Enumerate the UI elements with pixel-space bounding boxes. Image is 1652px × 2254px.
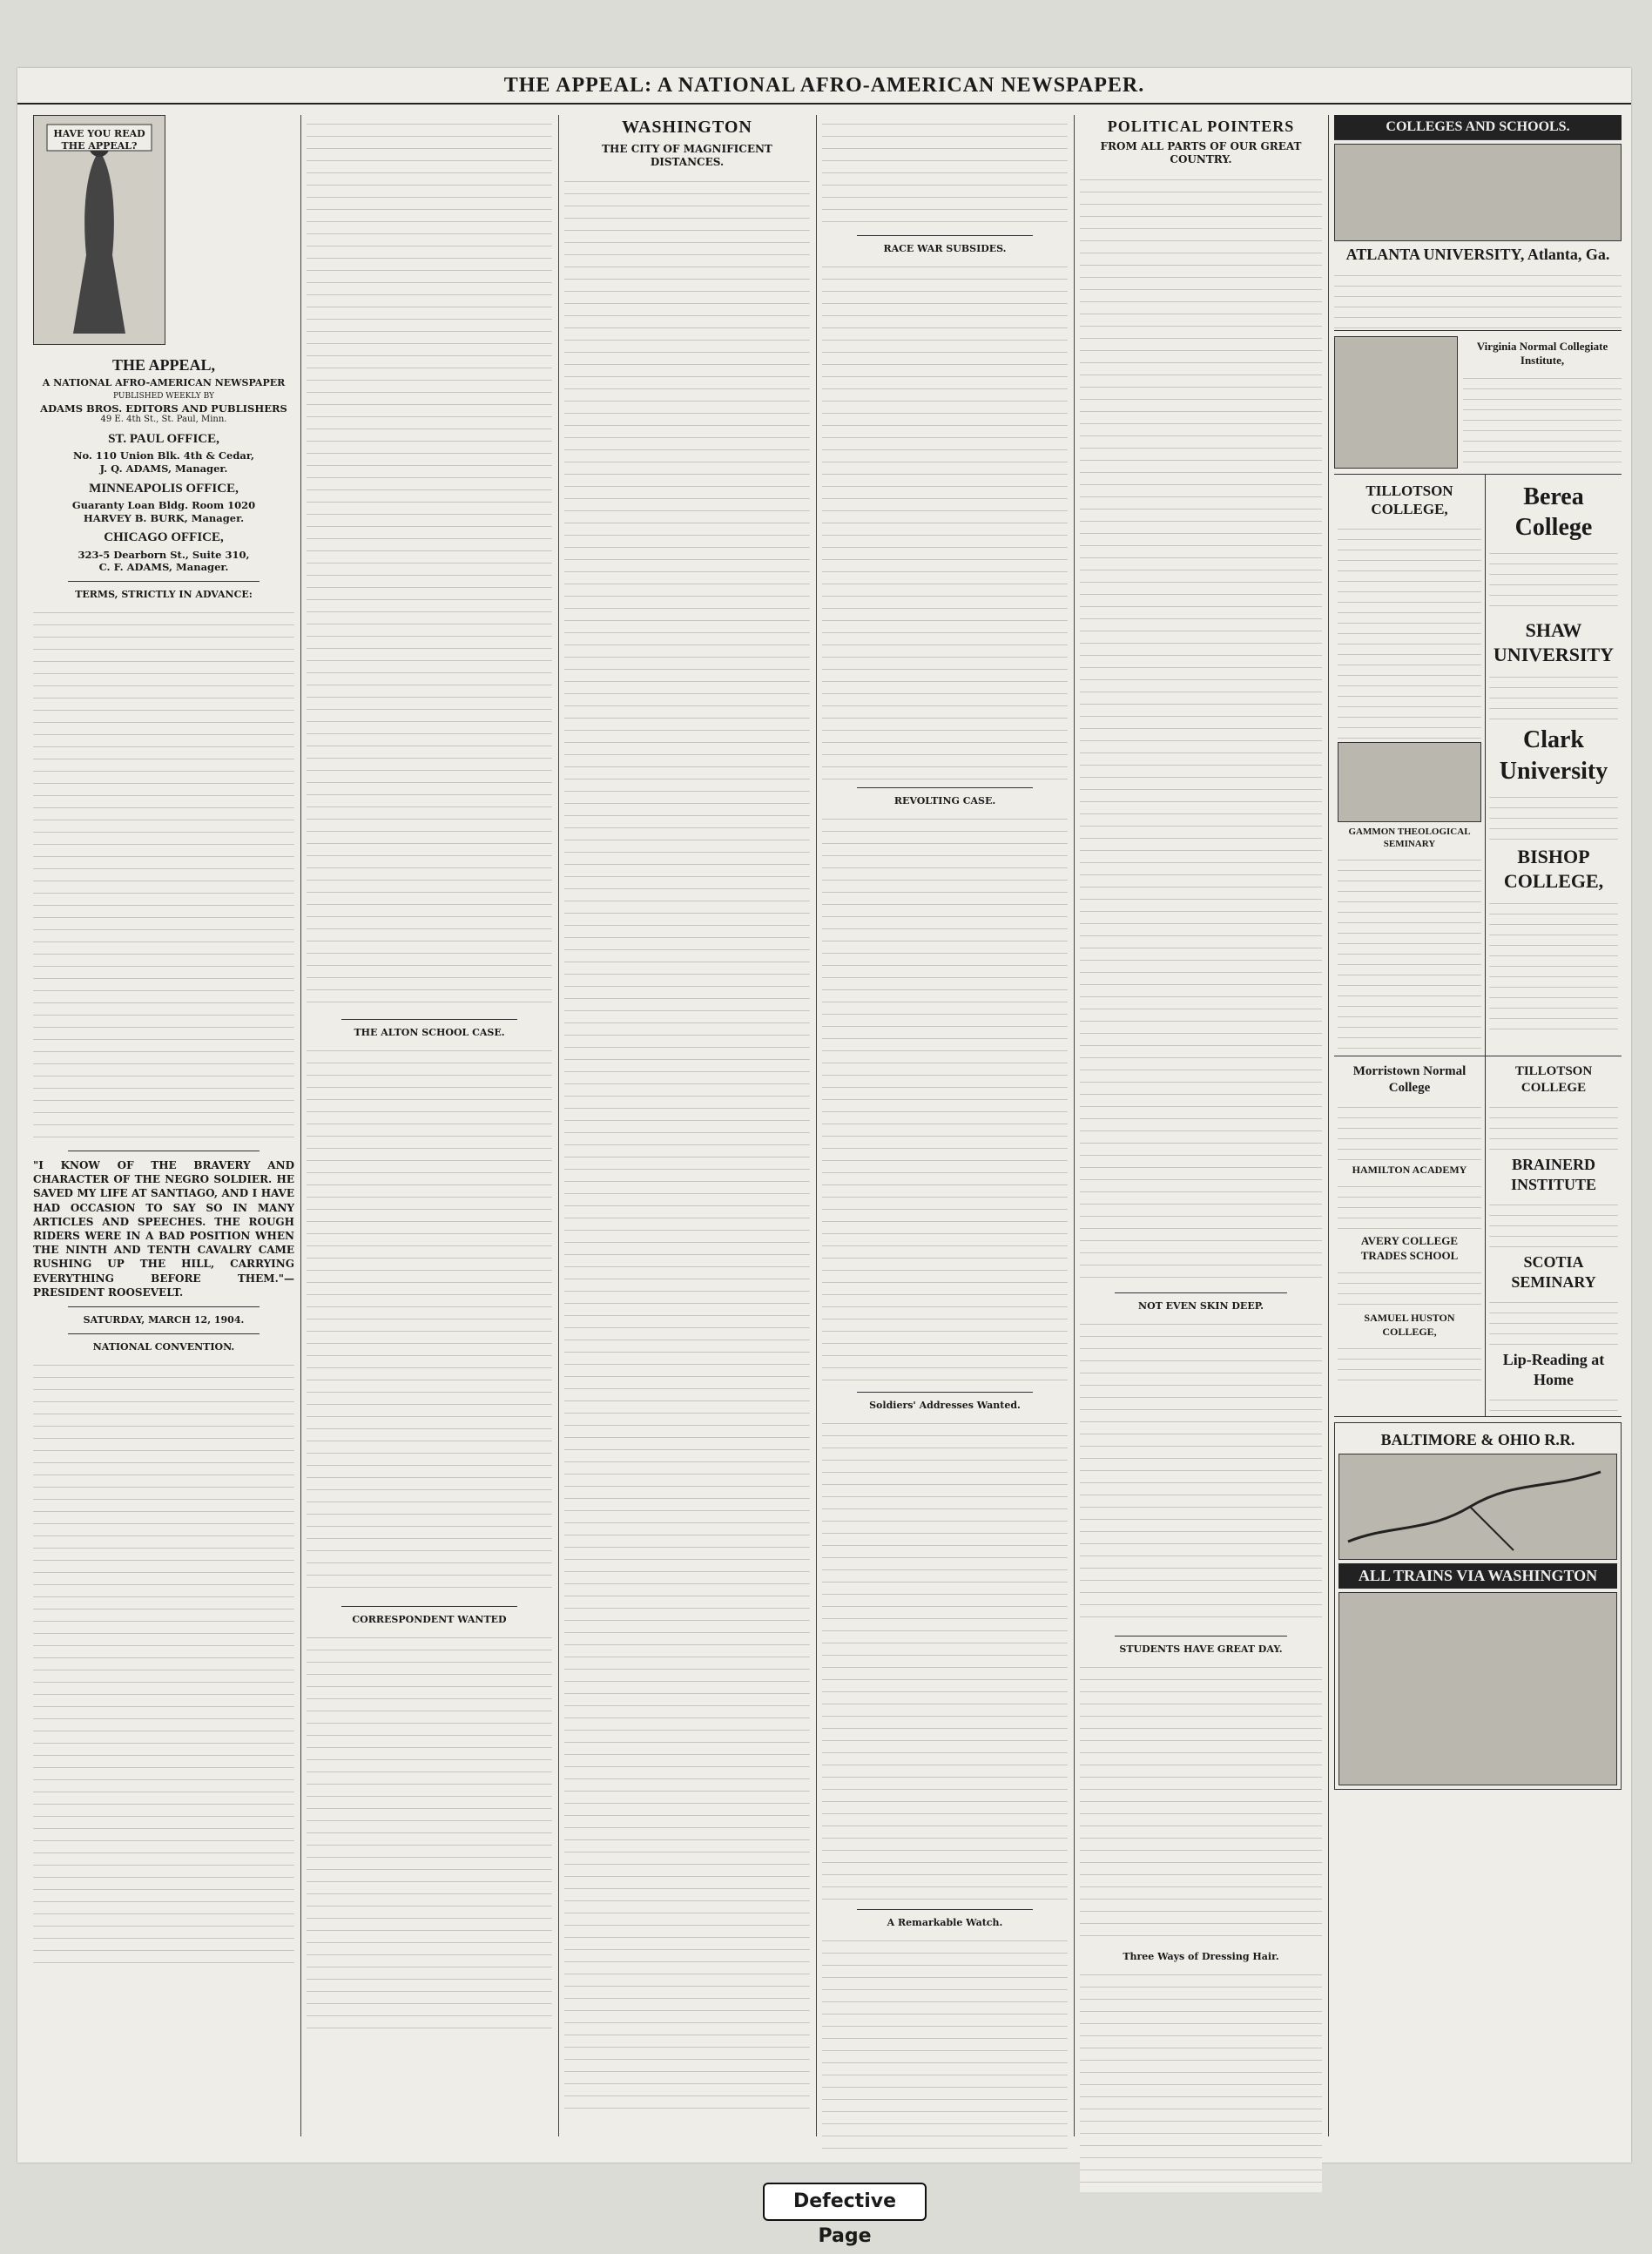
roosevelt-quote: "I KNOW OF THE BRAVERY AND CHARACTER OF THE NEGRO SOLDIER. HE SAVED MY LIFE AT SANTIAGO, AND I HAVE HAD OCCASION TO SAY SO IN MANY ARTICLES AND SPEECHES. THE ROUGH RIDERS WERE IN A BAD POSITION WHEN THE NINTH AND TENTH CAVALRY CAME RUSHING UP THE HILL, CARRYING EVERYTHING BEFORE THEM."—PRESIDENT ROOSEVELT. bbox=[33, 1159, 294, 1299]
brainerd-institute-ad-title: BRAINERD INSTITUTE bbox=[1510, 1155, 1597, 1193]
minneapolis-office-title: MINNEAPOLIS OFFICE, bbox=[89, 481, 239, 496]
virginia-normal-ad-title: Virginia Normal Collegiate Institute, bbox=[1476, 339, 1608, 368]
railroad-map-illustration bbox=[1338, 1454, 1617, 1560]
atlanta-university-ad-text bbox=[1334, 267, 1622, 331]
berea-college-ad-text bbox=[1489, 545, 1618, 615]
continued-text bbox=[822, 115, 1068, 228]
column-3 bbox=[564, 115, 810, 2136]
colleges-schools-heading: COLLEGES AND SCHOOLS. bbox=[1334, 115, 1622, 140]
atlanta-university-ad-title: ATLANTA UNIVERSITY, Atlanta, Ga. bbox=[1345, 246, 1610, 264]
paper-tagline: A NATIONAL AFRO-AMERICAN NEWSPAPER bbox=[42, 377, 286, 389]
scotia-seminary-ad-title: SCOTIA SEMINARY bbox=[1511, 1252, 1596, 1291]
atlanta-university-buildings-illustration bbox=[1334, 144, 1622, 241]
washington-heading: WASHINGTON bbox=[622, 118, 752, 137]
column-rule bbox=[1074, 115, 1075, 2136]
column-rule bbox=[816, 115, 817, 2136]
revolting-case-text bbox=[822, 810, 1068, 1385]
chicago-office-address: 323-5 Dearborn St., Suite 310, bbox=[78, 548, 250, 561]
correspondent-wanted-heading: CORRESPONDENT WANTED bbox=[352, 1614, 507, 1626]
political-pointers-heading: POLITICAL POINTERS bbox=[1107, 118, 1295, 135]
lip-reading-ad-text bbox=[1489, 1392, 1618, 1413]
column-1 bbox=[33, 115, 294, 2136]
all-trains-banner: ALL TRAINS VIA WASHINGTON bbox=[1338, 1563, 1617, 1589]
brainerd-institute-ad-text bbox=[1489, 1197, 1618, 1249]
terms-heading: TERMS, STRICTLY IN ADVANCE: bbox=[75, 589, 253, 601]
minneapolis-office-address: Guaranty Loan Bldg. Room 1020 bbox=[71, 498, 256, 511]
rail-map-icon bbox=[1339, 1454, 1615, 1557]
stpaul-office-manager: J. Q. ADAMS, Manager. bbox=[99, 462, 228, 476]
gammon-seminary-ad-title: GAMMON THEOLOGICAL SEMINARY bbox=[1348, 827, 1471, 850]
chicago-office-title: CHICAGO OFFICE, bbox=[104, 530, 224, 545]
skin-deep-text bbox=[1080, 1315, 1322, 1629]
avery-college-ad-text bbox=[1338, 1265, 1481, 1308]
tillotson-college-ad-title: TILLOTSON COLLEGE, bbox=[1365, 482, 1453, 518]
virginia-building-illustration bbox=[1334, 336, 1458, 469]
virginia-normal-ad-text bbox=[1463, 370, 1622, 466]
newspaper-page bbox=[17, 68, 1631, 2247]
emblem-side-text bbox=[172, 115, 294, 350]
alton-school-text bbox=[307, 1042, 552, 1599]
tillotson-college-2-ad-title: TILLOTSON COLLEGE bbox=[1514, 1064, 1593, 1096]
minneapolis-office-manager: HARVEY B. BURK, Manager. bbox=[83, 511, 245, 524]
convention-text-block bbox=[33, 1356, 294, 1966]
students-great-day-text bbox=[1080, 1658, 1322, 1946]
chicago-office-manager: C. F. ADAMS, Manager. bbox=[98, 561, 229, 574]
paper-name: THE APPEAL, bbox=[111, 356, 216, 374]
remarkable-watch-text bbox=[822, 1932, 1068, 2158]
column-4 bbox=[822, 115, 1068, 2136]
revolting-case-heading: REVOLTING CASE. bbox=[893, 795, 996, 807]
issue-date: SATURDAY, MARCH 12, 1904. bbox=[83, 1313, 245, 1326]
morristown-college-ad-text bbox=[1338, 1099, 1481, 1160]
race-war-text bbox=[822, 258, 1068, 780]
publisher-address: 49 E. 4th St., St. Paul, Minn. bbox=[100, 415, 227, 425]
tillotson-college-ad-text bbox=[1338, 521, 1481, 739]
correspondent-text bbox=[307, 1629, 552, 2029]
shaw-university-ad-title: SHAW UNIVERSITY bbox=[1493, 619, 1615, 666]
stpaul-office-address: No. 110 Union Blk. 4th & Cedar, bbox=[72, 449, 255, 462]
tillotson-college-2-ad-text bbox=[1489, 1099, 1618, 1151]
lip-reading-ad-title: Lip-Reading at Home bbox=[1502, 1350, 1605, 1388]
hamilton-academy-ad-title: HAMILTON ACADEMY bbox=[1352, 1163, 1467, 1176]
soldiers-addresses-text bbox=[822, 1414, 1068, 1902]
bishop-college-ad-text bbox=[1489, 895, 1618, 1035]
scotia-seminary-ad-text bbox=[1489, 1294, 1618, 1346]
washington-subheading: THE CITY OF MAGNIFICENT DISTANCES. bbox=[602, 142, 772, 168]
students-great-day-heading: STUDENTS HAVE GREAT DAY. bbox=[1119, 1643, 1283, 1655]
gammon-building-illustration bbox=[1338, 742, 1481, 822]
published-weekly: PUBLISHED WEEKLY BY bbox=[112, 392, 214, 402]
race-war-heading: RACE WAR SUBSIDES. bbox=[883, 243, 1007, 254]
samuel-huston-ad-text bbox=[1338, 1340, 1481, 1384]
remarkable-watch-heading: A Remarkable Watch. bbox=[887, 1917, 1003, 1929]
travelers-station-illustration bbox=[1338, 1592, 1617, 1785]
lynching-article-text bbox=[307, 115, 552, 1012]
clark-university-ad-text bbox=[1489, 789, 1618, 841]
berea-college-ad-title: Berea College bbox=[1514, 483, 1593, 542]
gammon-seminary-ad-text bbox=[1338, 852, 1481, 1052]
samuel-huston-ad-title: SAMUEL HUSTON COLLEGE, bbox=[1364, 1312, 1455, 1338]
column-rule bbox=[300, 115, 301, 2136]
dressing-hair-heading: Three Ways of Dressing Hair. bbox=[1123, 1950, 1279, 1962]
column-rule bbox=[1328, 115, 1329, 2136]
soldiers-addresses-heading: Soldiers' Addresses Wanted. bbox=[869, 1400, 1021, 1412]
morristown-college-ad-title: Morristown Normal College bbox=[1352, 1064, 1467, 1096]
political-pointers-subheading: FROM ALL PARTS OF OUR GREAT COUNTRY. bbox=[1100, 140, 1302, 166]
avery-college-ad-title: AVERY COLLEGE TRADES SCHOOL bbox=[1360, 1233, 1459, 1262]
column-5 bbox=[1080, 115, 1322, 2136]
column-2 bbox=[307, 115, 552, 2136]
column-6-ads bbox=[1334, 115, 1622, 2136]
defective-page-label: Defective Page bbox=[763, 2183, 927, 2221]
dressing-hair-text bbox=[1080, 1966, 1322, 2192]
hamilton-academy-ad-text bbox=[1338, 1178, 1481, 1231]
masthead: THE APPEAL: A NATIONAL AFRO-AMERICAN NEWSPAPER. bbox=[17, 68, 1631, 105]
skin-deep-heading: NOT EVEN SKIN DEEP. bbox=[1138, 1299, 1264, 1312]
appeal-emblem-illustration bbox=[33, 115, 165, 345]
bishop-college-ad-title: BISHOP COLLEGE, bbox=[1503, 846, 1604, 893]
emblem-caption: HAVE YOU READ THE APPEAL? bbox=[53, 128, 145, 152]
publishers: ADAMS BROS. EDITORS AND PUBLISHERS bbox=[40, 402, 287, 415]
stpaul-office-title: ST. PAUL OFFICE, bbox=[108, 432, 219, 447]
terms-text-block bbox=[33, 604, 294, 1144]
washington-article-text bbox=[564, 172, 810, 2115]
shaw-university-ad-text bbox=[1489, 669, 1618, 721]
political-pointers-text bbox=[1080, 171, 1322, 1286]
alton-school-heading: THE ALTON SCHOOL CASE. bbox=[354, 1027, 505, 1038]
clark-university-ad-title: Clark University bbox=[1499, 726, 1608, 786]
national-convention-heading: NATIONAL CONVENTION. bbox=[92, 1341, 235, 1353]
column-rule bbox=[558, 115, 559, 2136]
baltimore-ohio-ad-title: BALTIMORE & OHIO R.R. bbox=[1380, 1430, 1575, 1448]
